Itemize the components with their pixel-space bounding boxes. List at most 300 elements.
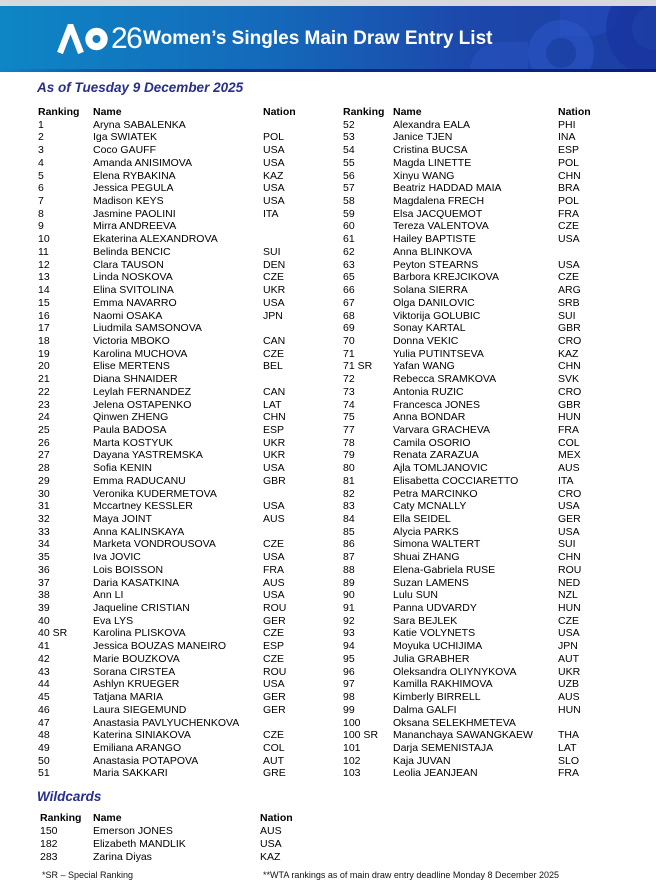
cell-ranking: 46 [38,703,50,716]
cell-name: Sonay KARTAL [393,322,466,335]
table-row [343,742,651,755]
table-row [343,182,651,195]
cell-name: Mirra ANDREEVA [93,220,177,233]
cell-name: Karolina MUCHOVA [93,347,188,360]
cell-name: Oksana SELEKHMETEVA [393,716,516,729]
cell-nation: ITA [558,474,574,487]
cell-nation: ARG [558,284,581,297]
table-row [343,717,651,730]
cell-ranking: 95 [343,652,355,665]
cell-name: Anastasia POTAPOVA [93,754,199,767]
cell-ranking: 97 [343,678,355,691]
cell-ranking: 62 [343,245,355,258]
cell-name: Anastasia PAVLYUCHENKOVA [93,716,240,729]
cell-ranking: 13 [38,271,50,284]
cell-ranking: 28 [38,462,50,475]
cell-name: Anna BONDAR [393,411,466,424]
header-banner [0,6,656,72]
table-row [343,627,651,640]
cell-name: Jelena OSTAPENKO [93,398,192,411]
table-row [38,602,338,615]
cell-ranking: 33 [38,525,50,538]
cell-nation: NZL [558,589,578,602]
table-row [343,513,651,526]
cell-ranking: 48 [38,729,50,742]
table-row [343,310,651,323]
cell-nation: GER [263,614,286,627]
table-row [38,208,338,221]
cell-name: Ekaterina ALEXANDROVA [93,233,218,246]
cell-nation: HUN [558,703,581,716]
cell-nation [263,717,338,730]
cell-name: Linda NOSKOVA [93,271,173,284]
cell-ranking: 96 [343,665,355,678]
cell-name: Lulu SUN [393,589,438,602]
table-row [343,259,651,272]
cell-name: Leolia JEANJEAN [393,767,478,780]
table-row [38,284,338,297]
cell-name: Katie VOLYNETS [393,627,476,640]
table-row [38,717,338,730]
cell-name: Panna UDVARDY [393,602,477,615]
cell-nation [263,220,338,233]
cell-nation: CAN [263,334,286,347]
table-row [38,233,338,246]
cell-name: Viktorija GOLUBIC [393,309,481,322]
cell-ranking: 91 [343,602,355,615]
cell-name: Alexandra EALA [393,118,471,131]
ao-logo [57,24,141,54]
column-header-nation: Nation [260,812,293,824]
cell-ranking: 50 [38,754,50,767]
table-row [343,538,651,551]
cell-ranking: 83 [343,500,355,513]
cell-nation: POL [263,131,285,144]
cell-nation: USA [263,195,285,208]
table-row [343,526,651,539]
table-row [343,360,651,373]
cell-name: Tereza VALENTOVA [393,220,489,233]
cell-ranking: 51 [38,767,50,780]
cell-nation: GER [263,703,286,716]
cell-ranking: 74 [343,398,355,411]
cell-ranking: 71 SR [343,360,373,373]
cell-name: Dalma GALFI [393,703,457,716]
entry-table-right [343,106,651,780]
cell-name: Karolina PLISKOVA [93,627,186,640]
cell-nation: CAN [263,385,286,398]
cell-nation: USA [260,837,282,850]
cell-nation: SRB [558,296,580,309]
cell-ranking: 27 [38,449,50,462]
cell-name: Maya JOINT [93,513,152,525]
cell-nation [558,246,651,259]
cell-ranking: 38 [38,589,50,602]
table-row [38,538,338,551]
cell-ranking: 18 [38,334,50,347]
cell-nation: USA [558,500,580,513]
column-header-name: Name [93,812,122,824]
cell-name: Clara TAUSON [93,258,164,271]
column-header-nation: Nation [558,106,591,118]
cell-ranking: 25 [38,423,50,436]
table-row [38,322,338,335]
table-header [343,106,651,119]
cell-name: Jessica BOUZAS MANEIRO [93,640,227,653]
cell-name: Darja SEMENISTAJA [393,741,494,754]
cell-nation: ROU [263,602,287,615]
cell-ranking: 42 [38,652,50,665]
cell-ranking: 103 [343,767,361,780]
cell-name: Dayana YASTREMSKA [93,449,203,462]
cell-nation: CZE [558,220,579,233]
table-row [38,386,338,399]
column-header-ranking: Ranking [38,106,80,118]
cell-nation: USA [263,551,285,564]
cell-nation: BEL [263,360,283,373]
cell-nation: DEN [263,258,286,271]
cell-nation: UKR [263,436,286,449]
cell-ranking: 72 [343,373,355,386]
cell-nation: CHN [558,169,581,182]
table-row [38,259,338,272]
table-row [38,157,338,170]
cell-name: Magdalena FRECH [393,195,485,208]
cell-nation: GER [263,691,286,704]
table-row [38,564,338,577]
cell-nation: SVK [558,373,580,386]
cell-ranking: 75 [343,411,355,424]
column-header-nation: Nation [263,106,296,118]
cell-ranking: 55 [343,156,355,169]
cell-name: Marta KOSTYUK [93,436,173,449]
table-row [343,399,651,412]
table-row [38,131,338,144]
table-row [343,500,651,513]
cell-ranking: 6 [38,182,44,195]
cell-nation: PHI [558,118,576,131]
table-row [343,119,651,132]
table-row [38,589,338,602]
cell-ranking: 78 [343,436,355,449]
table-row [38,437,338,450]
cell-ranking: 5 [38,169,44,182]
cell-name: Donna VEKIC [393,334,459,347]
table-row [343,195,651,208]
table-row [38,360,338,373]
cell-ranking: 31 [38,500,50,513]
cell-name: Emiliana ARANGO [93,741,182,754]
cell-nation [263,322,338,335]
cell-name: Hailey BAPTISTE [393,233,476,246]
cell-nation [263,526,338,539]
table-row [38,271,338,284]
cell-ranking: 44 [38,678,50,691]
cell-name: Elizabeth MANDLIK [93,837,186,850]
cell-name: Victoria MBOKO [93,334,170,347]
table-header [40,812,340,825]
cell-name: Elisabetta COCCIARETTO [393,474,519,487]
cell-ranking: 93 [343,627,355,640]
cell-ranking: 67 [343,296,355,309]
footnote-special-ranking: *SR – Special Ranking [42,870,134,880]
cell-nation: ESP [263,423,285,436]
table-row [343,208,651,221]
table-row [38,767,338,780]
cell-name: Veronika KUDERMETOVA [93,487,217,500]
cell-ranking: 101 [343,741,361,754]
cell-name: Marketa VONDROUSOVA [93,538,216,551]
table-row [38,627,338,640]
cell-ranking: 53 [343,131,355,144]
table-row [38,704,338,717]
cell-name: Coco GAUFF [93,144,157,157]
cell-ranking: 86 [343,538,355,551]
cell-nation [263,119,338,132]
table-row [343,666,651,679]
cell-ranking: 40 [38,614,50,627]
cell-name: Sara BEJLEK [393,614,458,627]
cell-name: Ajla TOMLJANOVIC [393,462,488,475]
cell-name: Marie BOUZKOVA [93,652,180,665]
cell-ranking: 16 [38,309,50,322]
cell-name: Elina SVITOLINA [93,284,174,297]
table-row [343,653,651,666]
cell-ranking: 73 [343,385,355,398]
cell-name: Alycia PARKS [393,525,459,538]
cell-name: Antonia RUZIC [393,385,464,398]
cell-nation: USA [263,589,285,602]
cell-nation: USA [558,233,580,246]
cell-nation: USA [558,627,580,640]
cell-ranking: 3 [38,144,44,157]
cell-nation: CZE [263,271,284,284]
table-row [343,220,651,233]
table-row [38,220,338,233]
cell-ranking: 92 [343,614,355,627]
cell-ranking: 68 [343,309,355,322]
cell-ranking: 35 [38,551,50,564]
cell-ranking: 12 [38,258,50,271]
cell-ranking: 40 SR [38,627,68,640]
cell-nation: MEX [558,449,581,462]
cell-ranking: 21 [38,373,50,386]
cell-name: Tatjana MARIA [93,691,164,704]
table-row [343,157,651,170]
cell-nation: KAZ [260,850,281,863]
table-row [38,755,338,768]
cell-name: Oleksandra OLIYNYKOVA [393,665,517,678]
column-header-ranking: Ranking [343,106,385,118]
cell-nation: CZE [263,538,284,551]
cell-ranking: 82 [343,487,355,500]
cell-nation: CZE [263,627,284,640]
cell-nation: UZB [558,678,579,691]
table-row [343,335,651,348]
table-row [38,373,338,386]
cell-nation: JPN [263,309,283,322]
cell-name: Diana SHNAIDER [93,373,178,386]
cell-ranking: 89 [343,576,355,589]
cell-ranking: 24 [38,411,50,424]
cell-nation: ESP [263,640,285,653]
cell-nation: COL [263,741,285,754]
cell-nation: USA [263,156,285,169]
cell-name: Janice TJEN [393,131,453,144]
cell-nation: CZE [558,271,579,284]
table-header [38,106,338,119]
cell-ranking: 17 [38,322,50,335]
cell-ranking: 69 [343,322,355,335]
cell-nation: AUS [263,576,285,589]
table-row [38,513,338,526]
cell-ranking: 80 [343,462,355,475]
table-row [343,577,651,590]
ao-logo-year: 26 [111,22,142,55]
cell-nation: CHN [558,551,581,564]
cell-ranking: 66 [343,284,355,297]
cell-name: Mananchaya SAWANGKAEW [393,729,533,742]
cell-nation: GRE [263,767,286,780]
cell-name: Beatriz HADDAD MAIA [393,182,502,195]
table-row [343,462,651,475]
table-row [343,678,651,691]
table-row [343,233,651,246]
cell-ranking: 37 [38,576,50,589]
table-row [343,602,651,615]
banner-pattern-ring2 [606,6,656,72]
as-of-date: As of Tuesday 9 December 2025 [37,80,244,95]
cell-nation: KAZ [263,169,284,182]
cell-nation: FRA [558,207,579,220]
cell-nation [263,373,338,386]
cell-ranking: 30 [38,487,50,500]
table-row [38,297,338,310]
table-row [343,729,651,742]
cell-name: Moyuka UCHIJIMA [393,640,483,653]
cell-name: Maria SAKKARI [93,767,168,780]
table-row [38,666,338,679]
table-row [343,246,651,259]
table-row [40,838,340,851]
cell-nation: ITA [263,207,279,220]
cell-name: Paula BADOSA [93,423,167,436]
cell-ranking: 87 [343,551,355,564]
cell-name: Ann LI [93,589,124,602]
cell-name: Julia GRABHER [393,652,470,665]
cell-name: Shuai ZHANG [393,551,460,564]
cell-name: Yulia PUTINTSEVA [393,347,484,360]
table-row [343,424,651,437]
cell-ranking: 43 [38,665,50,678]
cell-nation: FRA [558,767,579,780]
cell-ranking: 182 [40,837,58,850]
cell-nation: GBR [263,474,286,487]
cell-ranking: 14 [38,284,50,297]
table-row [38,577,338,590]
cell-ranking: 26 [38,436,50,449]
cell-nation: KAZ [558,347,579,360]
cell-ranking: 99 [343,703,355,716]
cell-name: Lois BOISSON [93,563,164,576]
cell-name: Yafan WANG [393,360,455,373]
cell-ranking: 20 [38,360,50,373]
table-row [343,411,651,424]
cell-name: Laura SIEGEMUND [93,703,187,716]
cell-ranking: 49 [38,741,50,754]
cell-name: Suzan LAMENS [393,576,469,589]
cell-ranking: 283 [40,850,58,863]
cell-name: Xinyu WANG [393,169,455,182]
table-row [38,195,338,208]
cell-ranking: 7 [38,195,44,208]
table-body [343,119,651,780]
cell-name: Eva LYS [93,614,134,627]
cell-name: Renata ZARAZUA [393,449,479,462]
table-row [343,704,651,717]
cell-name: Elena RYBAKINA [93,169,176,182]
cell-nation: SLO [558,754,580,767]
cell-ranking: 10 [38,233,50,246]
cell-nation: AUS [558,462,580,475]
table-row [40,825,340,838]
cell-nation: AUT [263,754,284,767]
cell-name: Magda LINETTE [393,156,472,169]
cell-nation: NED [558,576,581,589]
cell-ranking: 54 [343,144,355,157]
cell-nation: USA [263,678,285,691]
cell-name: Kaja JUVAN [393,754,451,767]
cell-ranking: 60 [343,220,355,233]
cell-nation: CRO [558,487,582,500]
cell-ranking: 32 [38,513,50,525]
cell-name: Camila OSORIO [393,436,471,449]
cell-name: Sofia KENIN [93,462,152,475]
cell-name: Olga DANILOVIC [393,296,475,309]
cell-ranking: 47 [38,716,50,729]
entry-table-left [38,106,338,780]
cell-nation: AUS [263,513,285,525]
table-row [343,144,651,157]
cell-name: Elena-Gabriela RUSE [393,563,496,576]
cell-name: Jessica PEGULA [93,182,174,195]
cell-nation: CHN [558,360,581,373]
table-row [38,170,338,183]
cell-nation: LAT [558,741,577,754]
cell-nation: LAT [263,398,282,411]
table-row [38,488,338,501]
cell-ranking: 19 [38,347,50,360]
cell-name: Belinda BENCIC [93,245,171,258]
table-row [38,653,338,666]
cell-nation: HUN [558,602,581,615]
cell-name: Qinwen ZHENG [93,411,169,424]
cell-nation: BRA [558,182,580,195]
cell-name: Elsa JACQUEMOT [393,207,483,220]
cell-nation: CRO [558,385,582,398]
cell-name: Daria KASATKINA [93,576,180,589]
cell-name: Jasmine PAOLINI [93,207,176,220]
cell-nation: USA [263,296,285,309]
cell-name: Francesca JONES [393,398,480,411]
cell-ranking: 15 [38,296,50,309]
cell-nation [263,488,338,501]
cell-nation: USA [558,258,580,271]
cell-nation: USA [263,462,285,475]
cell-nation: UKR [558,665,581,678]
cell-ranking: 58 [343,195,355,208]
cell-name: Solana SIERRA [393,284,468,297]
